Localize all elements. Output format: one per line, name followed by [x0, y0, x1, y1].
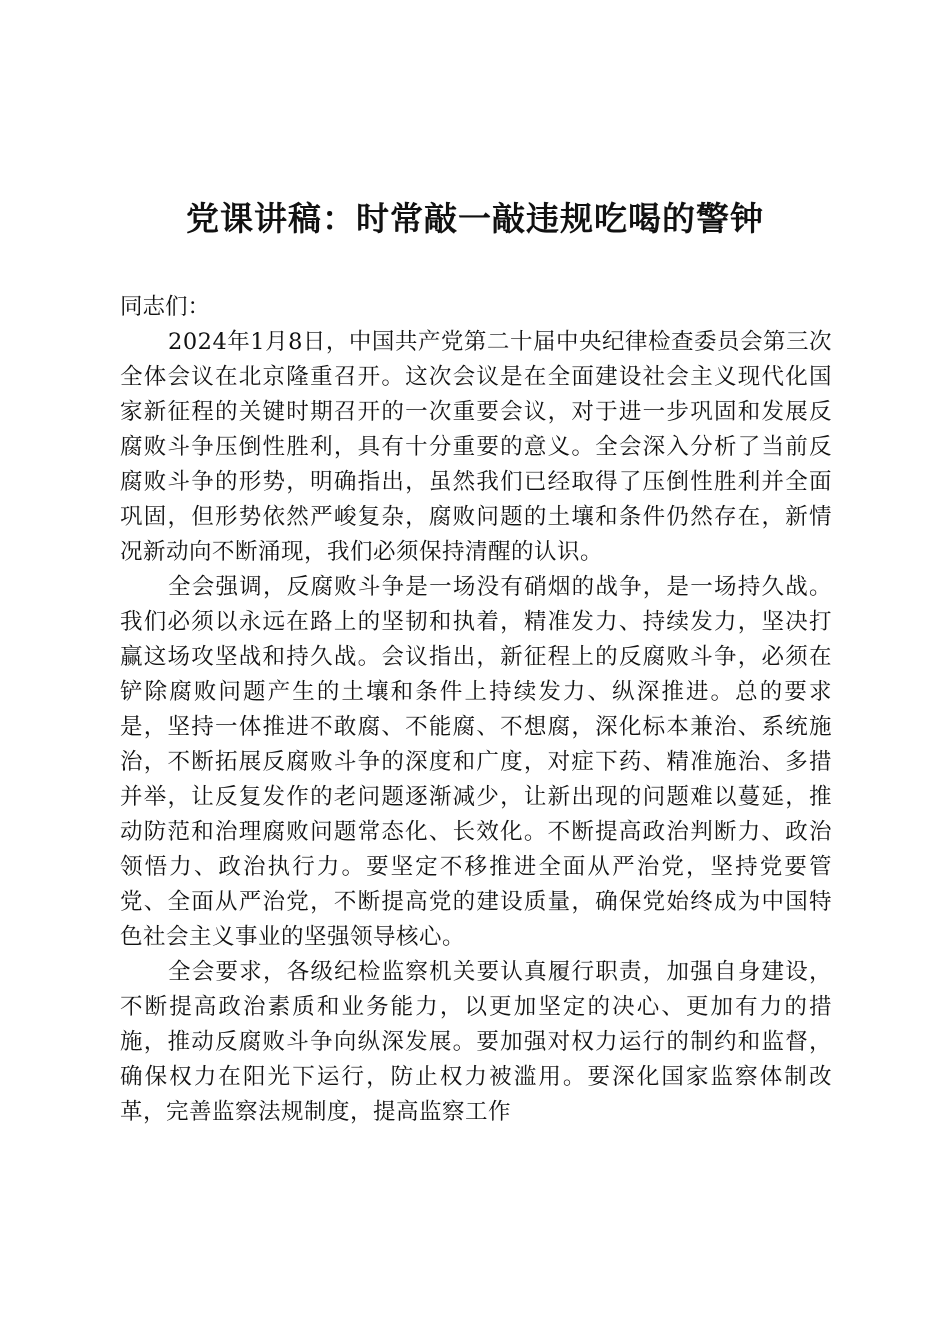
paragraph-1: 2024年1月8日，中国共产党第二十届中央纪律检查委员会第三次全体会议在北京隆重召开。这次会议是在全面建设社会主义现代化国家新征程的关键时期召开的一次重要会议，对于进一步巩固和发展反腐败斗争压倒性胜利，具有十分重要的意义。全会深入分析了当前反腐败斗争的形势，明确指出，虽然我们已经取得了压倒性胜利并全面巩固，但形势依然严峻复杂，腐败问题的土壤和条件仍然存在，新情况新动向不断涌现，我们必须保持清醒的认识。 [120, 329, 832, 565]
paragraph-2: 全会强调，反腐败斗争是一场没有硝烟的战争，是一场持久战。我们必须以永远在路上的坚韧和执着，精准发力、持续发力，坚决打赢这场攻坚战和持久战。会议指出，新征程上的反腐败斗争，必须在铲除腐败问题产生的土壤和条件上持续发力、纵深推进。总的要求是，坚持一体推进不敢腐、不能腐、不想腐，深化标本兼治、系统施治，不断拓展反腐败斗争的深度和广度，对症下药、精准施治、多措并举，让反复发作的老问题逐渐减少，让新出现的问题难以蔓延，推动防范和治理腐败问题常态化、长效化。不断提高政治判断力、政治领悟力、政治执行力。要坚定不移推进全面从严治党，坚持党要管党、全面从严治党，不断提高党的建设质量，确保党始终成为中国特色社会主义事业的坚强领导核心。 [120, 574, 832, 950]
document-title: 党课讲稿：时常敲一敲违规吃喝的警钟 [186, 199, 764, 238]
document-body [120, 290, 832, 1130]
salutation: 同志们： [120, 294, 211, 320]
paragraph-3: 全会要求，各级纪检监察机关要认真履行职责，加强自身建设，不断提高政治素质和业务能力，以更加坚定的决心、更加有力的措施，推动反腐败斗争向纵深发展。要加强对权力运行的制约和监督，确保权力在阳光下运行，防止权力被滥用。要深化国家监察体制改革，完善监察法规制度，提高监察工作 [120, 959, 832, 1125]
